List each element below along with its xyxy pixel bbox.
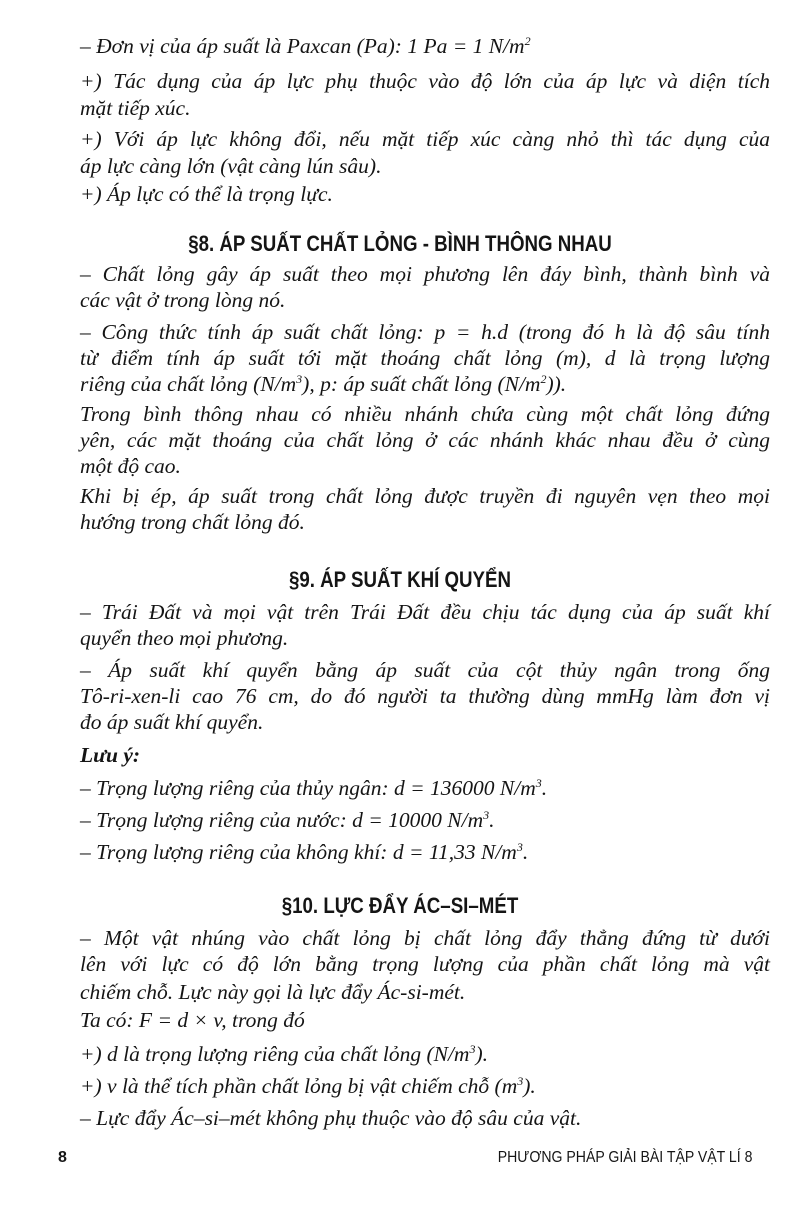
text-line (80, 370, 770, 398)
text-line (80, 774, 770, 802)
text: ). (475, 1042, 488, 1066)
running-footer-title: PHƯƠNG PHÁP GIẢI BÀI TẬP VẬT LÍ 8 (497, 1149, 752, 1166)
section-heading: §8. ÁP SUẤT CHẤT LỎNG - BÌNH THÔNG NHAU (188, 231, 612, 256)
text-line (80, 838, 770, 866)
text-line (80, 806, 770, 834)
text-line: – Chất lỏng gây áp suất theo mọi phương lên đáy bình, thành bình và (80, 262, 770, 286)
text-line (80, 1072, 770, 1100)
text-line: áp lực càng lớn (vật càng lún sâu). (80, 154, 382, 178)
text: . (489, 808, 495, 832)
superscript: 3 (517, 1073, 524, 1088)
text-line: mặt tiếp xúc. (80, 96, 191, 120)
text-line: Tô-ri-xen-li cao 76 cm, do đó người ta thường dùng mmHg làm đơn vị (80, 684, 770, 708)
text-line: – Một vật nhúng vào chất lỏng bị chất lỏng đẩy thẳng đứng từ dưới (80, 926, 770, 950)
text-line: yên, các mặt thoáng của chất lỏng ở các nhánh khác nhau đều ở cùng (80, 428, 770, 452)
text-line: Khi bị ép, áp suất trong chất lỏng được truyền đi nguyên vẹn theo mọi (80, 484, 770, 508)
text-line: +) Áp lực có thể là trọng lực. (80, 182, 333, 206)
section-heading: §10. LỰC ĐẨY ÁC–SI–MÉT (281, 893, 519, 918)
superscript: 3 (469, 1041, 476, 1056)
text: – Trọng lượng riêng của thủy ngân: d = 136000 N/m (80, 776, 536, 800)
text: . (541, 776, 548, 800)
text: ). (523, 1074, 536, 1098)
text: +) v là thể tích phần chất lỏng bị vật chiếm chỗ (m (80, 1074, 518, 1098)
text: riêng của chất lỏng (N/m (80, 372, 297, 396)
text-line: – Lực đẩy Ác–si–mét không phụ thuộc vào độ sâu của vật. (80, 1106, 582, 1130)
text-line: lên với lực có độ lớn bằng trọng lượng của phần chất lỏng mà vật (80, 952, 770, 976)
text-line: +) Tác dụng của áp lực phụ thuộc vào độ lớn của áp lực và diện tích (80, 69, 770, 93)
text: +) d là trọng lượng riêng của chất lỏng (N/m (80, 1042, 470, 1066)
text-line: – Áp suất khí quyển bằng áp suất của cột thủy ngân trong ống (80, 658, 770, 682)
superscript: 3 (296, 371, 303, 386)
note-label: Lưu ý: (80, 743, 141, 767)
text-line: các vật ở trong lòng nó. (80, 288, 286, 312)
text-line: một độ cao. (80, 454, 181, 478)
text-line: – Công thức tính áp suất chất lỏng: p = h.d (trong đó h là độ sâu tính (80, 320, 770, 344)
superscript: 3 (535, 775, 542, 790)
text-line: – Trái Đất và mọi vật trên Trái Đất đều chịu tác dụng của áp suất khí (80, 600, 770, 624)
superscript: 2 (524, 33, 531, 48)
superscript: 2 (540, 371, 547, 386)
superscript: 3 (516, 839, 523, 854)
text-line: Trong bình thông nhau có nhiều nhánh chứa cùng một chất lỏng đứng (80, 402, 770, 426)
text: – Đơn vị của áp suất là Paxcan (Pa): 1 Pa = 1 N/m (80, 34, 525, 58)
text-line (80, 32, 770, 60)
text: – Trọng lượng riêng của không khí: d = 11,33 N/m (80, 840, 517, 864)
text: – Trọng lượng riêng của nước: d = 10000 N/m (80, 808, 484, 832)
text-line (80, 1040, 770, 1068)
text-line: +) Với áp lực không đổi, nếu mặt tiếp xúc càng nhỏ thì tác dụng của (80, 127, 770, 151)
text: . (522, 840, 529, 864)
text-line: đo áp suất khí quyển. (80, 710, 264, 734)
superscript: 3 (483, 807, 490, 822)
text-line: Ta có: F = d × v, trong đó (80, 1008, 305, 1032)
text: ), p: áp suất chất lỏng (N/m (302, 372, 541, 396)
text-line: hướng trong chất lỏng đó. (80, 510, 305, 534)
page-number: 8 (58, 1149, 67, 1166)
text-line: quyển theo mọi phương. (80, 626, 289, 650)
text-line: chiếm chỗ. Lực này gọi là lực đẩy Ác-si-mét. (80, 980, 466, 1004)
text: )). (546, 372, 567, 396)
text-line: từ điểm tính áp suất tới mặt thoáng chất lỏng (m), d là trọng lượng (80, 346, 770, 370)
section-heading: §9. ÁP SUẤT KHÍ QUYỂN (288, 567, 512, 592)
